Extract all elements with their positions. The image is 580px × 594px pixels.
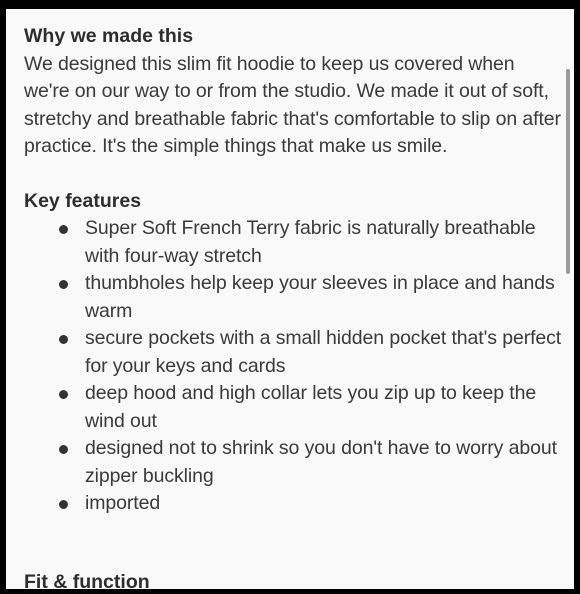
feature-text: imported (85, 492, 161, 514)
feature-text: designed not to shrink so you don't have to worry about zipper buckling (85, 437, 557, 487)
key-features-heading: Key features (24, 189, 142, 212)
section-spacer (24, 161, 564, 188)
feature-item (24, 380, 564, 435)
feature-text: thumbholes help keep your sleeves in place and hands warm (85, 272, 555, 322)
key-features-list (24, 215, 564, 518)
bullet-icon (59, 280, 68, 289)
bullet-icon (59, 445, 68, 454)
feature-item (24, 325, 564, 380)
why-we-made-this-heading: Why we made this (24, 25, 194, 47)
bullet-icon (59, 225, 68, 234)
feature-item (24, 490, 564, 518)
feature-text: Super Soft French Terry fabric is naturally breathable with four-way stretch (85, 217, 536, 267)
scrollbar-thumb[interactable] (566, 69, 570, 274)
why-we-made-this-text: We designed this slim fit hoodie to keep us covered when we're on our way to or from the studio. We made it out of soft, stretchy and breathable fabric that's comfortable to slip on after practice. It's the simple things that make us smile. (24, 52, 561, 157)
feature-text: secure pockets with a small hidden pocket that's perfect for your keys and cards (85, 327, 562, 377)
product-description (24, 23, 564, 518)
feature-item (24, 270, 564, 325)
bullet-icon (59, 500, 68, 509)
bullet-icon (59, 335, 68, 344)
bullet-icon (59, 390, 68, 399)
product-details-panel (6, 9, 574, 593)
feature-item (24, 435, 564, 490)
fit-and-function-heading: Fit & function (24, 571, 150, 593)
feature-item (24, 215, 564, 270)
feature-text: deep hood and high collar lets you zip up to keep the wind out (85, 382, 537, 432)
